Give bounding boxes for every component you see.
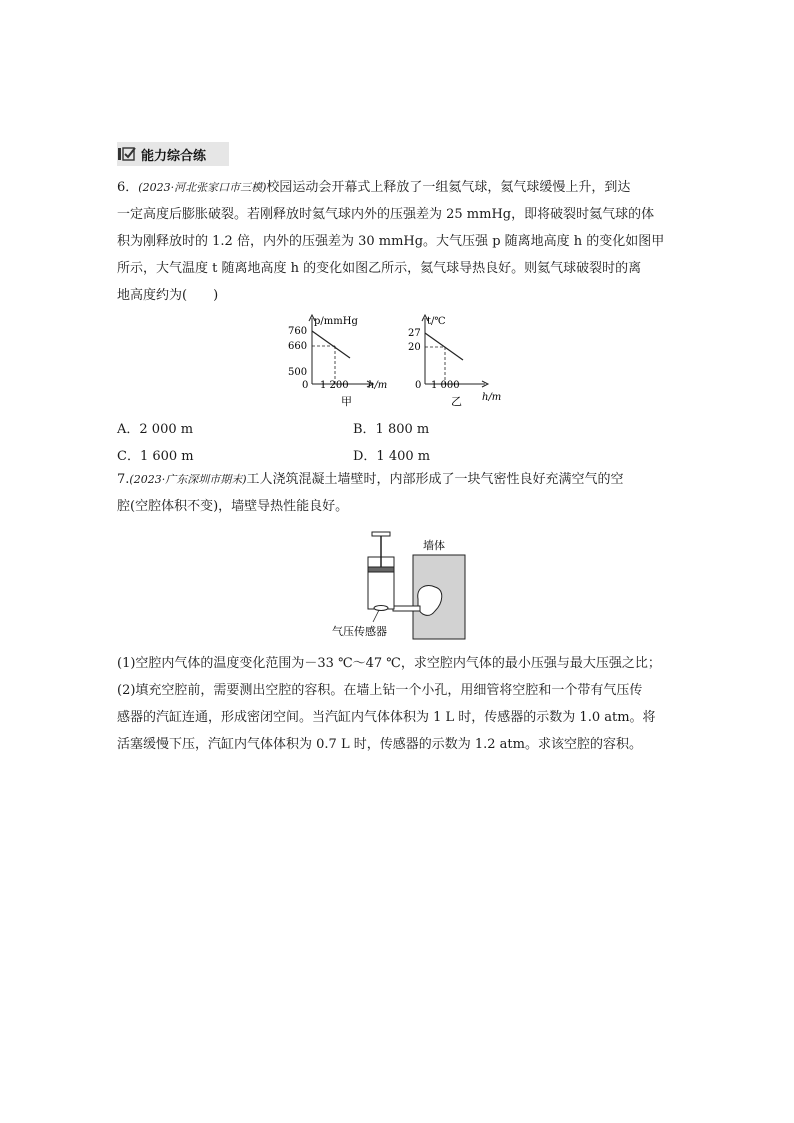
q7-number: 7. [117,472,130,487]
graph-jia-caption: 甲 [341,395,352,408]
q6-number: 6． [117,180,139,195]
q6-line4: 所示，大气温度 t 随离地高度 h 的变化如图乙所示，氦气球导热良好。则氦气球破裂时的离 [117,261,642,276]
q6-line5: 地高度约为( ) [117,288,219,303]
cylinder-wall-figure [325,527,475,641]
connecting-tube [393,606,420,611]
piston-handle [372,532,390,536]
sensor-label: 气压传感器 [332,625,387,638]
q7-line2: 腔(空腔体积不变)，墙壁导热性能良好。 [117,499,349,514]
q6-source: (2023·河北张家口市三模) [138,181,267,194]
graph-jia-xtick: 1 200 [320,380,349,391]
pressure-sensor [374,606,388,611]
graph-yi-caption: 乙 [451,395,462,408]
graph-yi-ytick-27: 27 [408,328,421,339]
q7-source: (2023·广东深圳市期末) [129,473,247,486]
q6-line1 [117,180,680,196]
piston [368,567,394,572]
wall-label: 墙体 [423,539,445,552]
q7-part1: (1)空腔内气体的温度变化范围为－33 ℃～47 ℃，求空腔内气体的最小压强与最大压强之比； [117,656,661,671]
option-d[interactable]: D．1 400 m [353,449,431,464]
q6-text-1: 校园运动会开幕式上释放了一组氦气球，氦气球缓慢上升，到达 [266,180,631,195]
graph-yi-origin: 0 [415,380,422,391]
graph-jia-ytick-660: 660 [288,341,308,352]
graph-jia-xlabel: h/m [368,380,388,391]
q7-text-1: 工人浇筑混凝土墙壁时，内部形成了一块气密性良好充满空气的空 [246,472,624,487]
q7-line1 [117,472,680,488]
graph-jia [280,312,390,410]
section-header [117,142,229,166]
q7-part2-line3: 活塞缓慢下压，汽缸内气体体积为 0.7 L 时，传感器的示数为 1.2 atm。求该空腔的容积。 [117,737,642,752]
q6-line2: 一定高度后膨胀破裂。若刚释放时氦气球内外的压强差为 25 mmHg，即将破裂时氦气球的体 [117,207,655,222]
option-b[interactable]: B．1 800 m [353,422,430,437]
q7-part2-line2: 感器的汽缸连通，形成密闭空间。当汽缸内气体体积为 1 L 时，传感器的示数为 1.0 atm。将 [117,710,656,725]
graph-yi-xtick: 1 000 [431,380,460,391]
graph-yi [400,312,510,410]
graph-jia-ytick-500: 500 [288,367,308,378]
graph-jia-ylabel: p/mmHg [314,316,358,327]
sensor-leader-line [373,610,379,622]
option-a[interactable]: A．2 000 m [117,422,194,437]
graph-yi-xlabel: h/m [482,392,502,403]
checklist-icon [117,146,137,162]
section-title: 能力综合练 [141,148,207,164]
graph-jia-origin: 0 [302,380,309,391]
option-c[interactable]: C．1 600 m [117,449,194,464]
graph-yi-ylabel: t/℃ [427,316,446,327]
q6-line3: 积为刚释放时的 1.2 倍，内外的压强差为 30 mmHg。大气压强 p 随离地高度 h 的变化如图甲 [117,234,665,249]
q7-part2-line1: (2)填充空腔前，需要测出空腔的容积。在墙上钻一个小孔，用细管将空腔和一个带有气压传 [117,683,643,698]
graph-jia-ytick-760: 760 [288,326,308,337]
graph-yi-ytick-20: 20 [408,342,421,353]
